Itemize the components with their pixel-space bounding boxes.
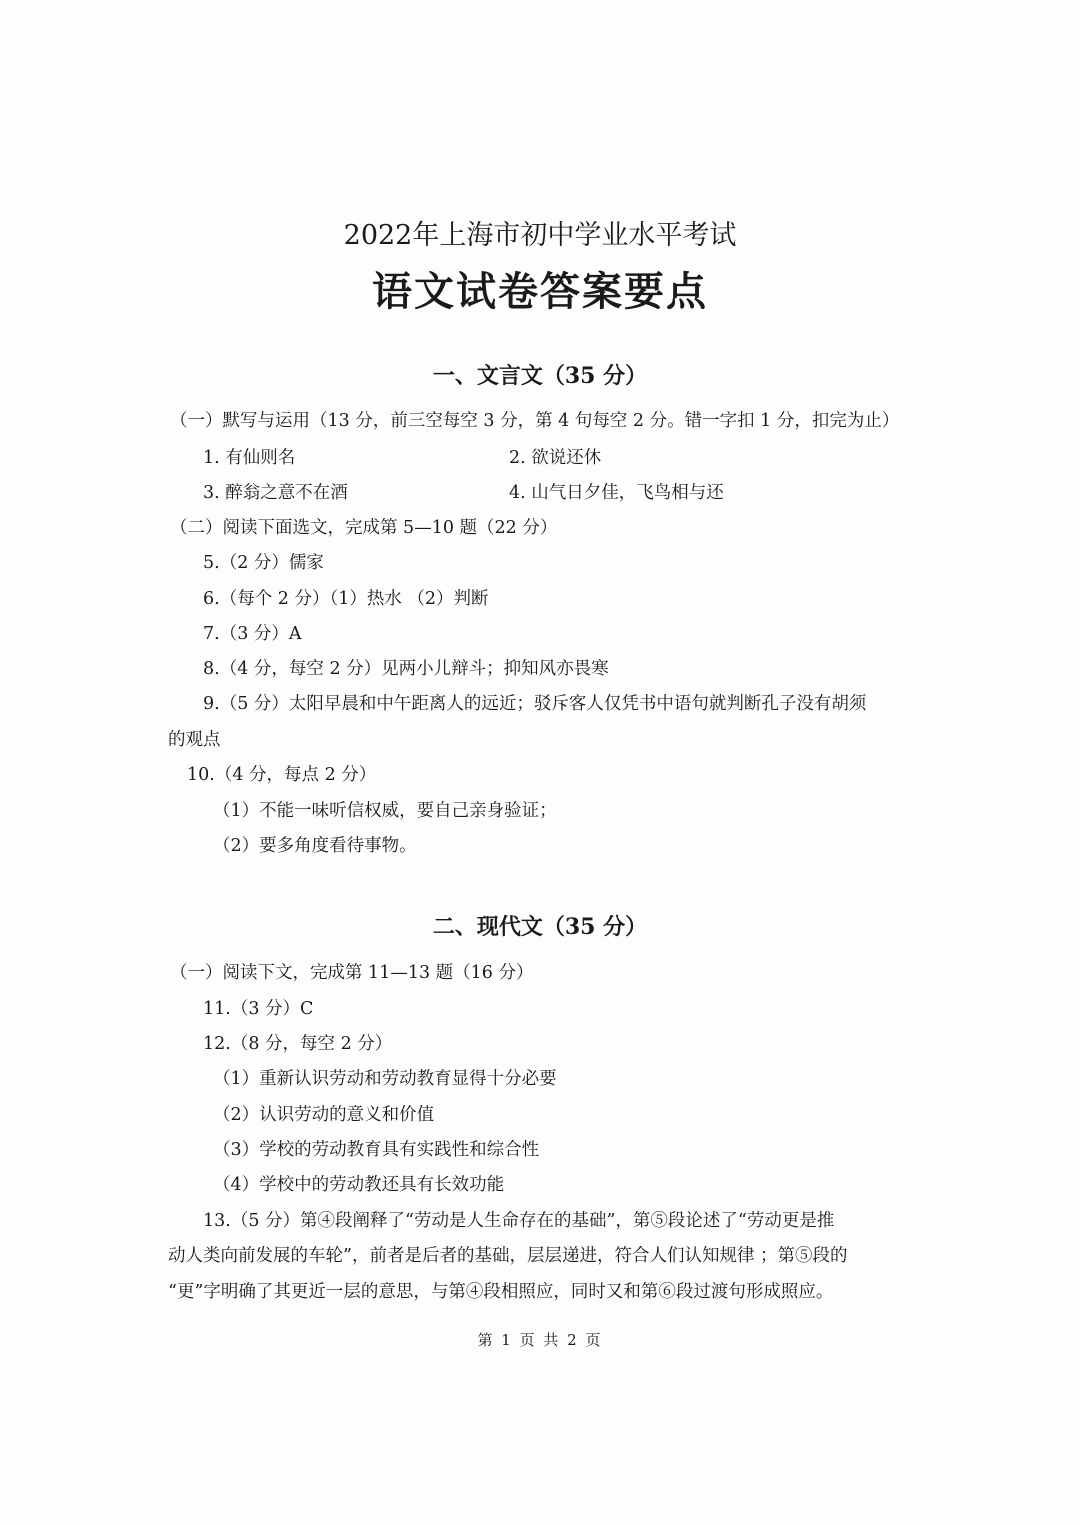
answer-q10: 10.（4 分，每点 2 分）: [187, 765, 377, 785]
answer-q13-continued: 动人类向前发展的车轮”，前者是后者的基础，层层递进，符合人们认知规律 ；第⑤段的: [168, 1246, 848, 1266]
answer-q5: 5.（2 分）儒家: [203, 553, 324, 573]
part-header: （一）阅读下文，完成第 11—13 题（16 分）: [170, 963, 534, 983]
answer-q12-item: （3）学校的劳动教育具有实践性和综合性: [213, 1140, 540, 1160]
answer-q3: 3. 醉翁之意不在酒: [203, 483, 348, 503]
answer-q7: 7.（3 分）A: [203, 624, 302, 644]
answer-q12-item: （1）重新认识劳动和劳动教育显得十分必要: [213, 1069, 557, 1089]
part-header: （一）默写与运用（13 分，前三空每空 3 分，第 4 句每空 2 分。错一字扣 1 分，扣完为止）: [170, 411, 900, 431]
answer-q10-point: （1）不能一味听信权威，要自己亲身验证；: [213, 801, 557, 821]
answer-q9: 9.（5 分）太阳早晨和中午距离人的远近；驳斥客人仅凭书中语句就判断孔子没有胡须: [203, 694, 867, 714]
document-title: 语文试卷答案要点: [372, 268, 708, 315]
answer-q9-continued: 的观点: [168, 730, 221, 750]
section-heading-classical: 一、文言文（35 分）: [432, 363, 648, 389]
answer-q12-item: （4）学校中的劳动教还具有长效功能: [213, 1175, 505, 1195]
answer-q13: 13.（5 分）第④段阐释了“劳动是人生命存在的基础”，第⑤段论述了“劳动更是推: [203, 1211, 835, 1231]
answer-q12: 12.（8 分，每空 2 分）: [203, 1034, 393, 1054]
answer-q6: 6.（每个 2 分）（1）热水 （2）判断: [203, 589, 489, 609]
part-header: （二）阅读下面选文，完成第 5—10 题（22 分）: [170, 518, 558, 538]
answer-q4: 4. 山气日夕佳，飞鸟相与还: [509, 483, 724, 503]
answer-q1: 1. 有仙则名: [203, 448, 296, 468]
answer-q13-continued: “更”字明确了其更近一层的意思，与第④段相照应，同时又和第⑥段过渡句形成照应。: [168, 1282, 834, 1302]
page-number: 第 1 页 共 2 页: [477, 1331, 603, 1349]
answer-q11: 11.（3 分）C: [203, 999, 314, 1019]
answer-q12-item: （2）认识劳动的意义和价值: [213, 1105, 435, 1125]
section-heading-modern: 二、现代文（35 分）: [432, 914, 648, 940]
answer-q2: 2. 欲说还休: [509, 448, 602, 468]
exam-title: 2022年上海市初中学业水平考试: [343, 220, 737, 251]
answer-q10-point: （2）要多角度看待事物。: [213, 836, 417, 856]
answer-q8: 8.（4 分，每空 2 分）见两小儿辩斗；抑知风亦畏寒: [203, 659, 609, 679]
